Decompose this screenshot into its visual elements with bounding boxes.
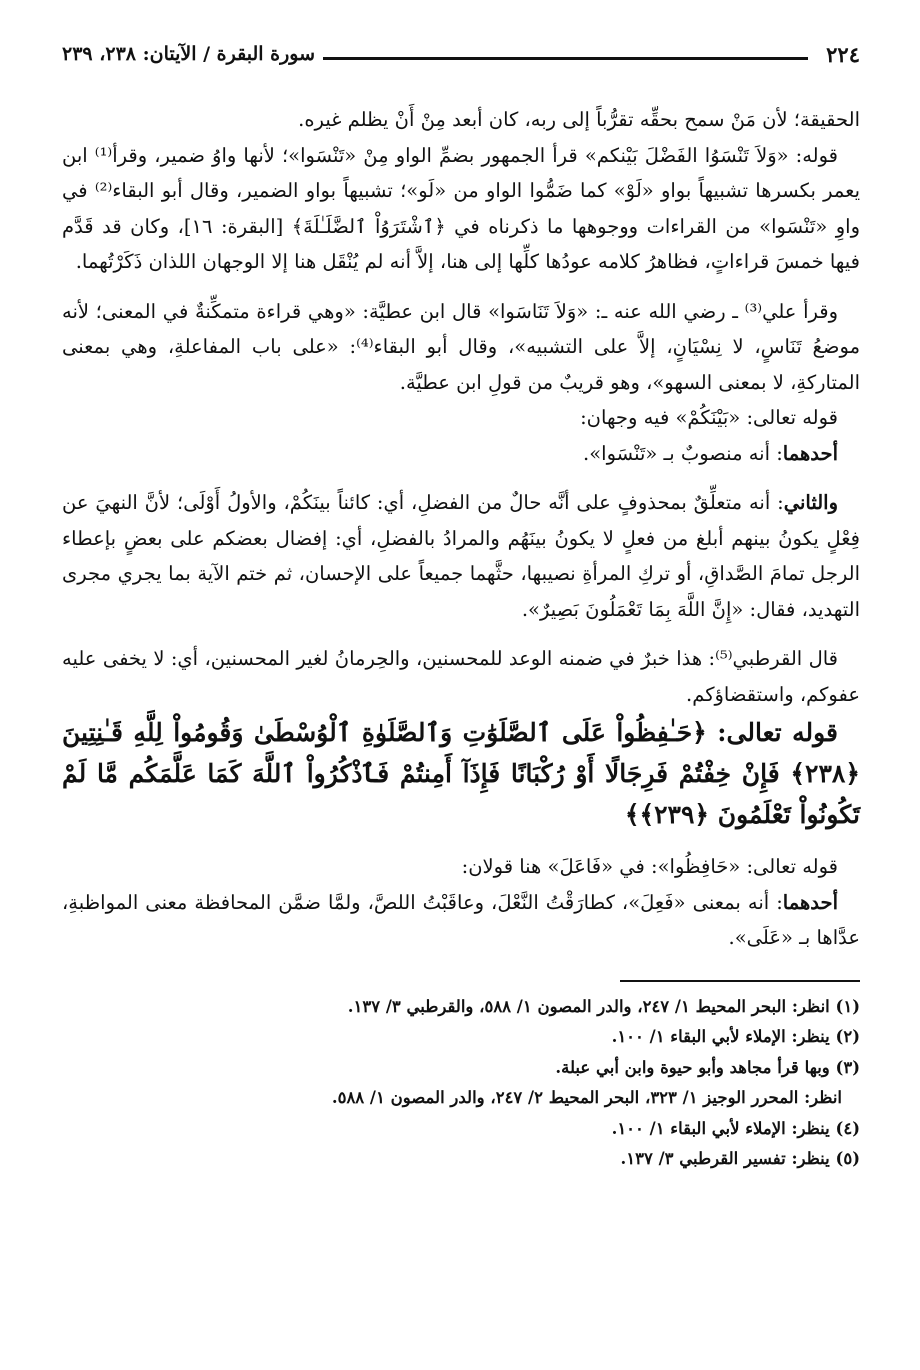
- paragraph-1: الحقيقة؛ لأن مَنْ سمح بحقِّه تقرُّباً إلى ربه، كان أبعد مِنْ أَنْ يظلم غيره.: [298, 108, 860, 131]
- main-text: [62, 102, 860, 956]
- page-number: ٢٢٤: [826, 41, 860, 67]
- paragraph-10: [62, 885, 860, 956]
- bold-lead: أحدهما: [782, 441, 838, 465]
- paragraph-text: : أنه بمعنى «فَعِلَ»، كطارَقْتُ النَّعْلَ، وعاقَبْتُ اللصَّ، ولمَّا ضمَّن المحافظة معنى المواظبةِ، عدَّاها بـ «عَلَى».: [62, 890, 860, 949]
- quran-verse: قوله تعالى: ﴿حَـٰفِظُواْ عَلَى ٱلصَّلَوَٰتِ وَٱلصَّلَوٰةِ ٱلْوُسْطَىٰ وَقُومُواْ لِلَّهِ قَـٰنِتِينَ ﴿٢٣٨﴾ فَإِنْ خِفْتُمْ فَرِجَالًا أَوْ رُكْبَانًا فَإِذَآ أَمِنتُمْ فَٱذْكُرُواْ ٱللَّهَ كَمَا عَلَّمَكُم مَّا لَمْ تَكُونُواْ تَعْلَمُونَ ﴿٢٣٩﴾﴾: [62, 718, 860, 829]
- paragraph-3: وقرأ علي⁽³⁾ ـ رضي الله عنه ـ: «وَلاَ تَنَاسَوا» قال ابن عطيَّة: «وهي قراءة متمكِّنةٌ في المعنى؛ لأنه موضعُ تَنَاسٍ، لا نِسْيَانٍ، إلاَّ على التشبيه»، وقال أبو البقاء⁽⁴⁾: «على باب المفاعلةِ، وهي بمعنى المتاركةِ، لا بمعنى السهو»، وهو قريبٌ من قولِ ابن عطيَّة.: [62, 299, 861, 394]
- paragraph-9: قوله تعالى: «حَافِظُوا»: في «فَاعَلَ» هنا قولان:: [461, 855, 838, 878]
- paragraph-4: قوله تعالى: «بَيْنَكُمْ» فيه وجهان:: [580, 406, 838, 429]
- bold-lead: أحدهما: [782, 890, 838, 914]
- footnote-4: (٤) ينظر: الإملاء لأبي البقاء ١/ ١٠٠.: [611, 1118, 860, 1138]
- bold-lead: والثاني: [783, 491, 838, 514]
- footnote-divider: [620, 980, 860, 982]
- footnote-2: (٢) ينظر: الإملاء لأبي البقاء ١/ ١٠٠.: [611, 1027, 860, 1046]
- footnote-1: (١) انظر: البحر المحيط ١/ ٢٤٧، والدر المصون ١/ ٥٨٨، والقرطبي ٣/ ١٣٧.: [347, 996, 860, 1016]
- paragraph-6: [62, 485, 860, 627]
- running-header: [62, 34, 860, 74]
- footnote-3-continued: انظر: المحرر الوجيز ١/ ٣٢٣، البحر المحيط ٢/ ٢٤٧، والدر المصون ١/ ٥٨٨.: [331, 1088, 842, 1107]
- footnote-3: (٣) وبها قرأ مجاهد وأبو حيوة وابن أبي عبلة.: [555, 1057, 860, 1077]
- header-title: سورة البقرة / الآيتان: ٢٣٨، ٢٣٩: [62, 43, 316, 65]
- footnote-5: (٥) ينظر: تفسير القرطبي ٣/ ١٣٧.: [620, 1149, 860, 1168]
- paragraph-5: [62, 436, 860, 472]
- paragraph-2: قوله: «وَلاَ تَنْسَوُا الفَضْلَ بَيْنكم» قرأ الجمهور بضمِّ الواو مِنْ «تَنْسَوا»؛ لأنها واوُ ضمير، وقرأ⁽¹⁾ ابن يعمر بكسرها تشبيهاً بواو «لَوْ» كما ضَمُّوا الواو من «لَو»؛ تشبيهاً بواو الضمير، وقال أبو البقاء⁽²⁾ في واوِ «تَنْسَوا» من القراءات ووجوهها ما ذكرناه في ﴿ٱشْتَرَوُاْ ٱلضَّلَـٰلَةَ﴾ [البقرة: ١٦]، وكان قد قَدَّم فيها خمسَ قراءاتٍ، فظاهرُ كلامه عودُها كلِّها إلى هنا، إلاَّ أنه لم يُنْقَل هنا إلا الوجهان اللذان ذَكَرْتُهما.: [62, 143, 861, 273]
- page: [62, 34, 860, 1175]
- paragraph-text: : أنه منصوبٌ بـ «تَنْسَوا».: [583, 441, 783, 465]
- paragraph-7: قال القرطبي⁽⁵⁾: هذا خبرٌ في ضمنه الوعد للمحسنين، والحِرمانُ لغير المحسنين، أي: لا يخفى عليه عفوكم، واستقضاؤكم.: [62, 647, 860, 706]
- paragraph-text: : أنه متعلِّقٌ بمحذوفٍ على أنَّه حالٌ من الفضلِ، أي: كائناً بينَكُمْ، والأولُ أَوْلَى؛ لأنَّ النهيَ عن فِعْلٍ يكونُ بينهم أبلغ من فعلٍ لا يكونُ بينَهُم والمرادُ بالفضلِ، أي: إفضال بعضكم على بعضٍ بإعطاء الرجل تمامَ الصَّداقِ، أو تركِ المرأةِ نصيبها، حثَّهما جميعاً على الإحسان، ثم ختم الآية بما يجري مجرى التهديد، فقال: «إِنَّ اللَّهَ بِمَا تَعْمَلُونَ بَصِيرٌ».: [62, 491, 860, 621]
- footnotes: [62, 992, 860, 1175]
- header-rule: [323, 57, 808, 60]
